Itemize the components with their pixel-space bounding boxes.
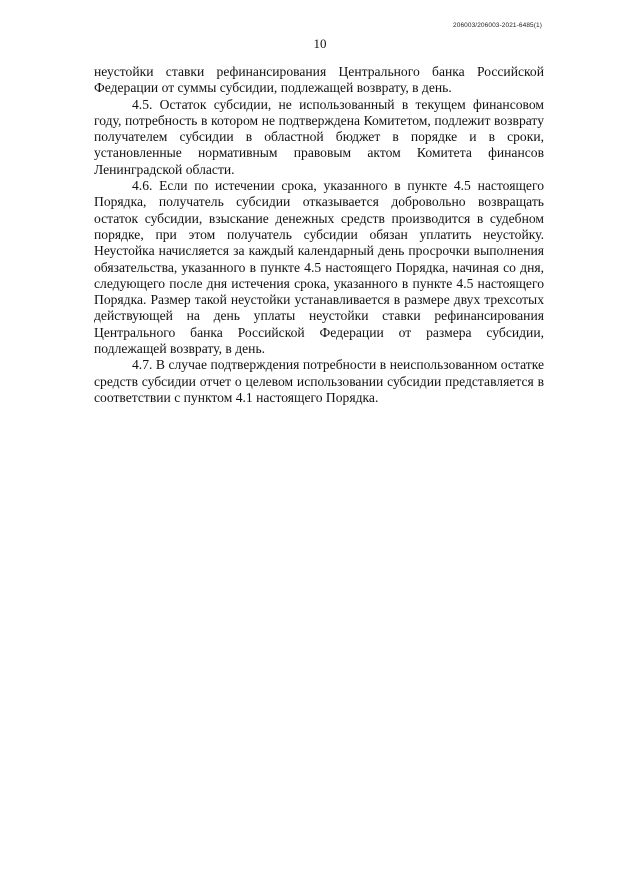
document-body xyxy=(94,64,544,406)
paragraph-4-5: 4.5. Остаток субсидии, не использованный в текущем финансовом году, потребность в котором не подтверждена Комитетом, подлежит возврату получателем субсидии в областной бюджет в порядке и в сроки, установленные нормативным правовым актом Комитета финансов Ленинградской области. xyxy=(94,96,544,177)
paragraph-4-6: 4.6. Если по истечении срока, указанного в пункте 4.5 настоящего Порядка, получатель субсидии отказывается добровольно возвращать остаток субсидии, взыскание денежных средств производится в судебном порядке, при этом получатель субсидии обязан уплатить неустойку. Неустойка начисляется за каждый календарный день просрочки выполнения обязательства, указанного в пункте 4.5 настоящего Порядка, начиная со дня, следующего после дня истечения срока, указанного в пункте 4.5 настоящего Порядка. Размер такой неустойки устанавливается в размере двух трехсотых действующей на день уплаты неустойки ставки рефинансирования Центрального банка Российской Федерации от размера субсидии, подлежащей возврату, в день. xyxy=(94,178,544,357)
paragraph-continuation: неустойки ставки рефинансирования Центрального банка Российской Федерации от суммы субсидии, подлежащей возврату, в день. xyxy=(94,64,544,96)
document-id: 206003/206003-2021-6485(1) xyxy=(453,22,542,29)
page-number: 10 xyxy=(313,36,327,51)
paragraph-4-7: 4.7. В случае подтверждения потребности в неиспользованном остатке средств субсидии отчет о целевом использовании субсидии представляется в соответствии с пунктом 4.1 настоящего Порядка. xyxy=(94,357,544,405)
